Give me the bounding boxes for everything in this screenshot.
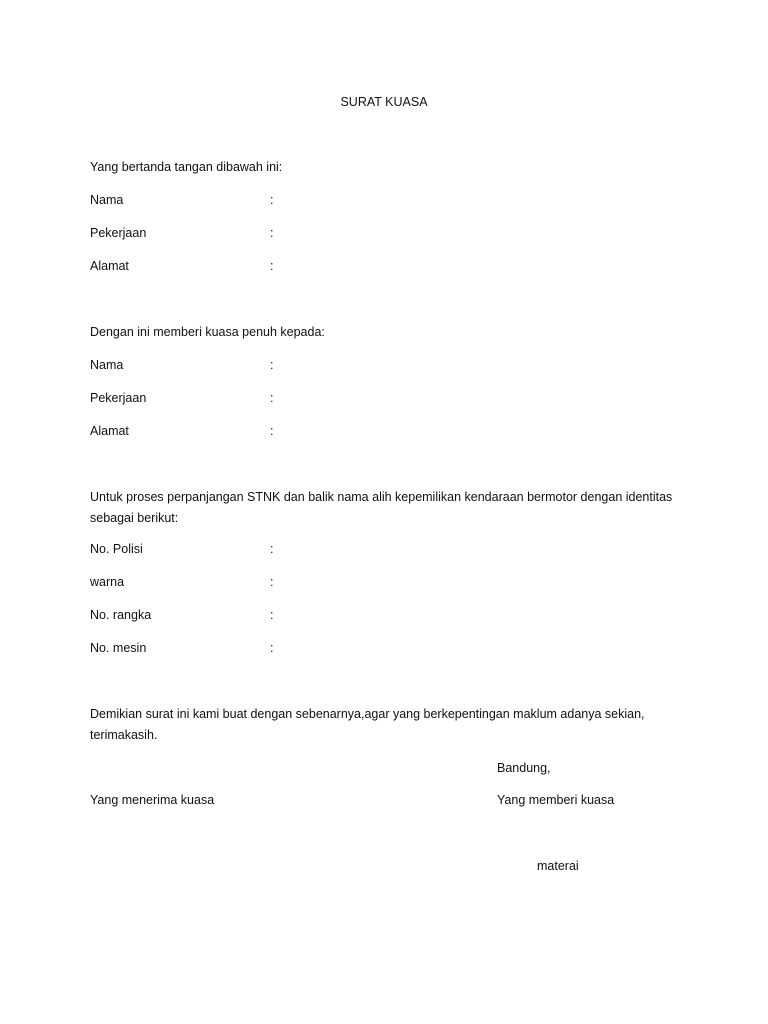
receiver-label: Yang menerima kuasa [90, 793, 215, 807]
field-label: Nama [90, 193, 124, 207]
field-label: No. Polisi [90, 542, 143, 556]
field-colon: : [270, 608, 274, 622]
vehicle-intro-line2: sebagai berikut: [90, 511, 179, 525]
field-label: Pekerjaan [90, 226, 147, 240]
field-colon: : [270, 575, 274, 589]
signature-place: Bandung, [497, 761, 551, 775]
field-colon: : [270, 424, 274, 438]
materai-stamp-label: materai [537, 859, 579, 873]
field-label: Pekerjaan [90, 391, 147, 405]
grantee-intro: Dengan ini memberi kuasa penuh kepada: [90, 325, 325, 339]
field-colon: : [270, 542, 274, 556]
document-title: SURAT KUASA [340, 95, 428, 109]
giver-label: Yang memberi kuasa [497, 793, 615, 807]
field-colon: : [270, 358, 274, 372]
field-label: No. rangka [90, 608, 152, 622]
field-colon: : [270, 226, 274, 240]
closing-line1: Demikian surat ini kami buat dengan sebenarnya,agar yang berkepentingan maklum adanya sekian, [90, 707, 645, 721]
field-label: Alamat [90, 424, 129, 438]
field-label: Alamat [90, 259, 129, 273]
field-label: warna [90, 575, 125, 589]
closing-line2: terimakasih. [90, 728, 158, 742]
field-colon: : [270, 391, 274, 405]
field-label: No. mesin [90, 641, 147, 655]
field-label: Nama [90, 358, 124, 372]
vehicle-intro-line1: Untuk proses perpanjangan STNK dan balik nama alih kepemilikan kendaraan bermotor dengan identitas [90, 490, 673, 504]
grantor-intro: Yang bertanda tangan dibawah ini: [90, 160, 283, 174]
field-colon: : [270, 193, 274, 207]
field-colon: : [270, 641, 274, 655]
field-colon: : [270, 259, 274, 273]
